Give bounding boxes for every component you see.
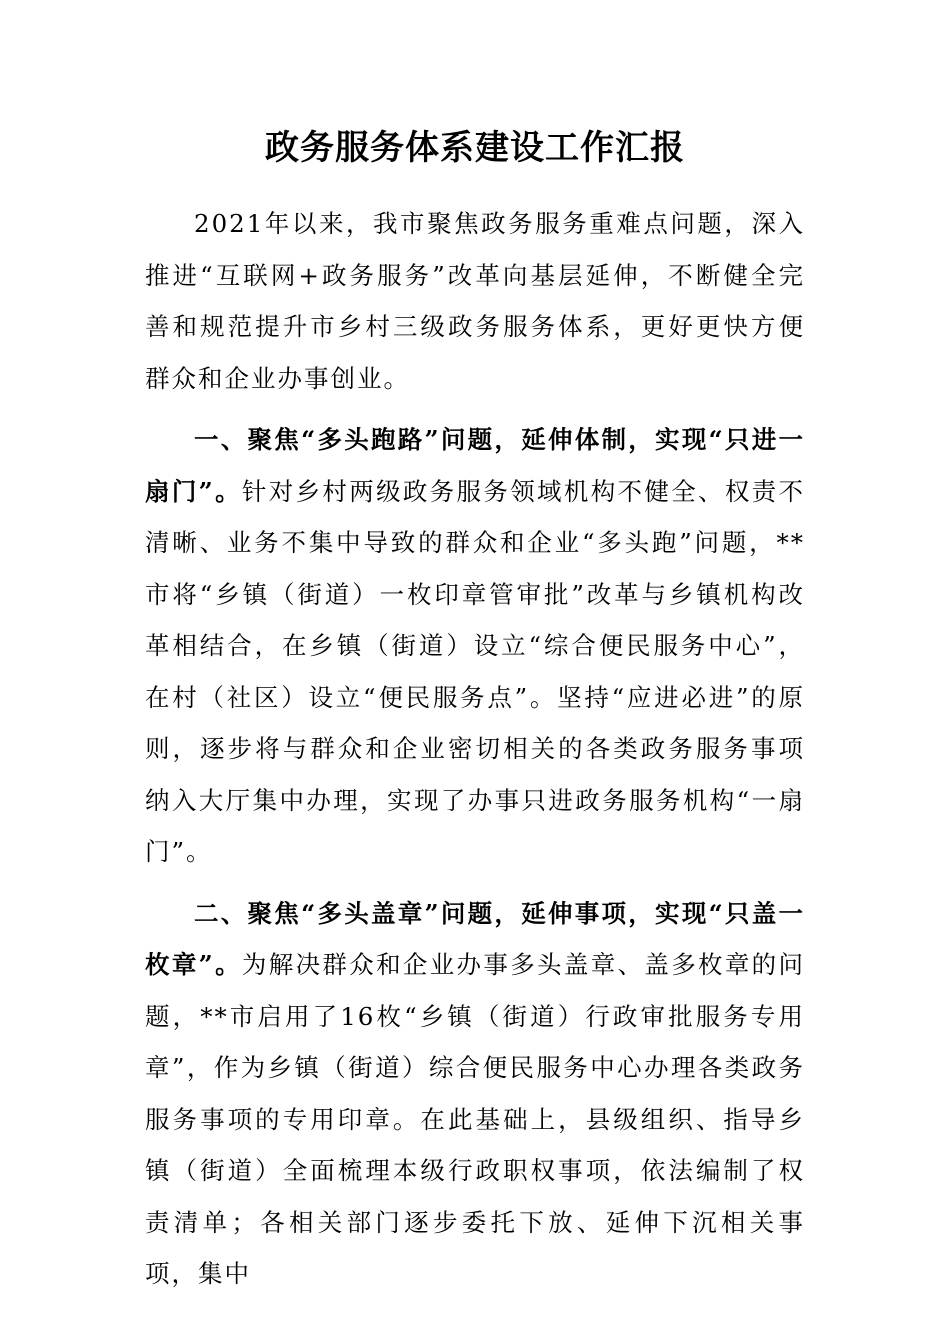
section-heading-1: 一、聚焦“多头跑路”问题，延伸体制，实现“只进一扇门”。 bbox=[145, 425, 805, 506]
section-heading-2: 二、聚焦“多头盖章”问题，延伸事项，实现“只盖一枚章”。 bbox=[145, 898, 805, 979]
document-title: 政务服务体系建设工作汇报 bbox=[265, 128, 685, 168]
document-body bbox=[145, 198, 805, 1310]
section-body-1: 针对乡村两级政务服务领域机构不健全、权责不清晰、业务不集中导致的群众和企业“多头跑”问题，**市将“乡镇（街道）一枚印章管审批”改革与乡镇机构改革相结合，在乡镇（街道）设立“综合便民服务中心”，在村（社区）设立“便民服务点”。坚持“应进必进”的原则，逐步将与群众和企业密切相关的各类政务服务事项纳入大厅集中办理，实现了办事只进政务服务机构“一扇门”。 bbox=[145, 476, 806, 866]
section-paragraph-2 bbox=[145, 888, 805, 1300]
section-paragraph-1 bbox=[145, 414, 805, 878]
intro-paragraph: 2021年以来，我市聚焦政务服务重难点问题，深入推进“互联网+政务服务”改革向基层延伸，不断健全完善和规范提升市乡村三级政务服务体系，更好更快方便群众和企业办事创业。 bbox=[145, 209, 805, 393]
section-body-2: 为解决群众和企业办事多头盖章、盖多枚章的问题，**市启用了16枚“乡镇（街道）行政审批服务专用章”，作为乡镇（街道）综合便民服务中心办理各类政务服务事项的专用印章。在此基础上，县级组织、指导乡镇（街道）全面梳理本级行政职权事项，依法编制了权责清单；各相关部门逐步委托下放、延伸下沉相关事项，集中 bbox=[145, 950, 806, 1288]
